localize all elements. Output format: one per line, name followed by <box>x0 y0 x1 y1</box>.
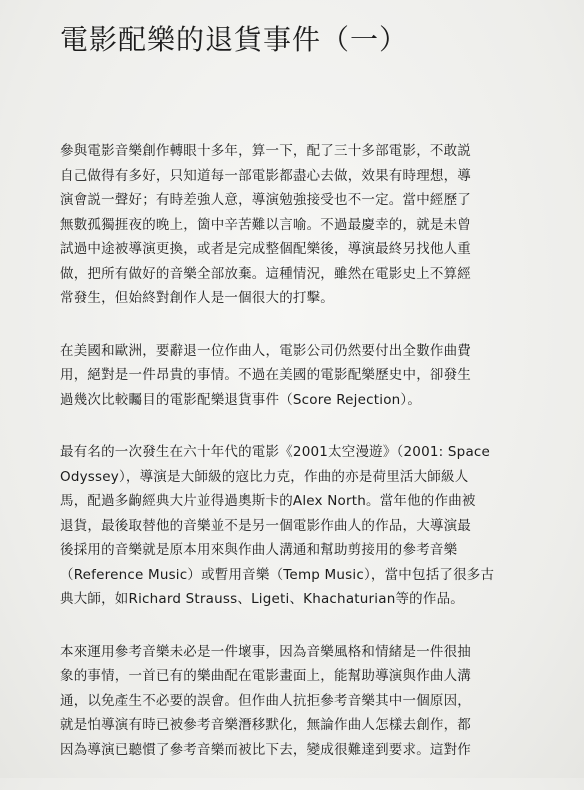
text-line: 後採用的音樂就是原本用來與作曲人溝通和幫助剪接用的參考音樂 <box>60 542 458 558</box>
text-line: 常發生，但始終對創作人是一個很大的打擊。 <box>60 290 334 306</box>
text-line: 通，以免產生不必要的誤會。但作曲人抗拒參考音樂其中一個原因， <box>60 692 471 709</box>
text-line: 馬，配過多齣經典大片並得過奧斯卡的Alex North。當年他的作曲被 <box>60 493 476 509</box>
paragraph-4 <box>60 640 534 763</box>
text-line: 退貨，最後取替他的音樂並不是另一個電影作曲人的作品，大導演最 <box>60 517 471 534</box>
text-line: 因為導演已聽慣了參考音樂而被比下去，變成很難達到要求。這對作 <box>60 741 471 758</box>
text-line: 試過中途被導演更換，或者是完成整個配樂後，導演最終另找他人重 <box>60 241 471 257</box>
text-line: 象的事情，一首已有的樂曲配在電影畫面上，能幫助導演與作曲人溝 <box>60 668 471 684</box>
paragraph-2 <box>60 339 534 413</box>
text-line: 用，絕對是一件昂貴的事情。不過在美國的電影配樂歷史中，卻發生 <box>60 367 471 383</box>
paragraph-1 <box>60 139 534 311</box>
text-line: 典大師，如Richard Strauss、Ligeti、Khachaturian等的作品。 <box>60 591 464 607</box>
text-line: 過幾次比較矚目的電影配樂退貨事件（Score Rejection）。 <box>60 391 422 408</box>
text-line: 自己做得有多好，只知道每一部電影都盡心去做，效果有時理想，導 <box>60 167 471 184</box>
text-line: 最有名的一次發生在六十年代的電影《2001太空漫遊》（2001: Space <box>60 444 491 460</box>
text-line: 本來運用參考音樂未必是一件壞事，因為音樂風格和情緒是一件很抽 <box>60 643 471 660</box>
text-line: 做，把所有做好的音樂全部放棄。這種情況，雖然在電影史上不算經 <box>60 265 471 282</box>
text-line: Odyssey），導演是大師級的寇比力克，作曲的亦是荷里活大師級人 <box>60 468 469 485</box>
text-line: （Reference Music）或暫用音樂（Temp Music），當中包括了很多古 <box>60 566 495 583</box>
paragraph-3 <box>60 440 534 612</box>
book-page <box>60 20 534 790</box>
text-line: 參與電影音樂創作轉眼十多年，算一下，配了三十多部電影，不敢説 <box>60 143 471 159</box>
text-line: 無數孤獨捱夜的晚上，箇中辛苦難以言喻。不過最慶幸的，就是未曾 <box>60 216 471 233</box>
text-line: 演會説一聲好；有時差強人意，導演勉強接受也不一定。當中經歷了 <box>60 192 471 208</box>
text-line: 在美國和歐洲，要辭退一位作曲人，電影公司仍然要付出全數作曲費 <box>60 342 471 359</box>
page-title: 電影配樂的退貨事件（一） <box>60 23 409 56</box>
text-line: 就是怕導演有時已被參考音樂潛移默化，無論作曲人怎樣去創作，都 <box>60 717 471 733</box>
